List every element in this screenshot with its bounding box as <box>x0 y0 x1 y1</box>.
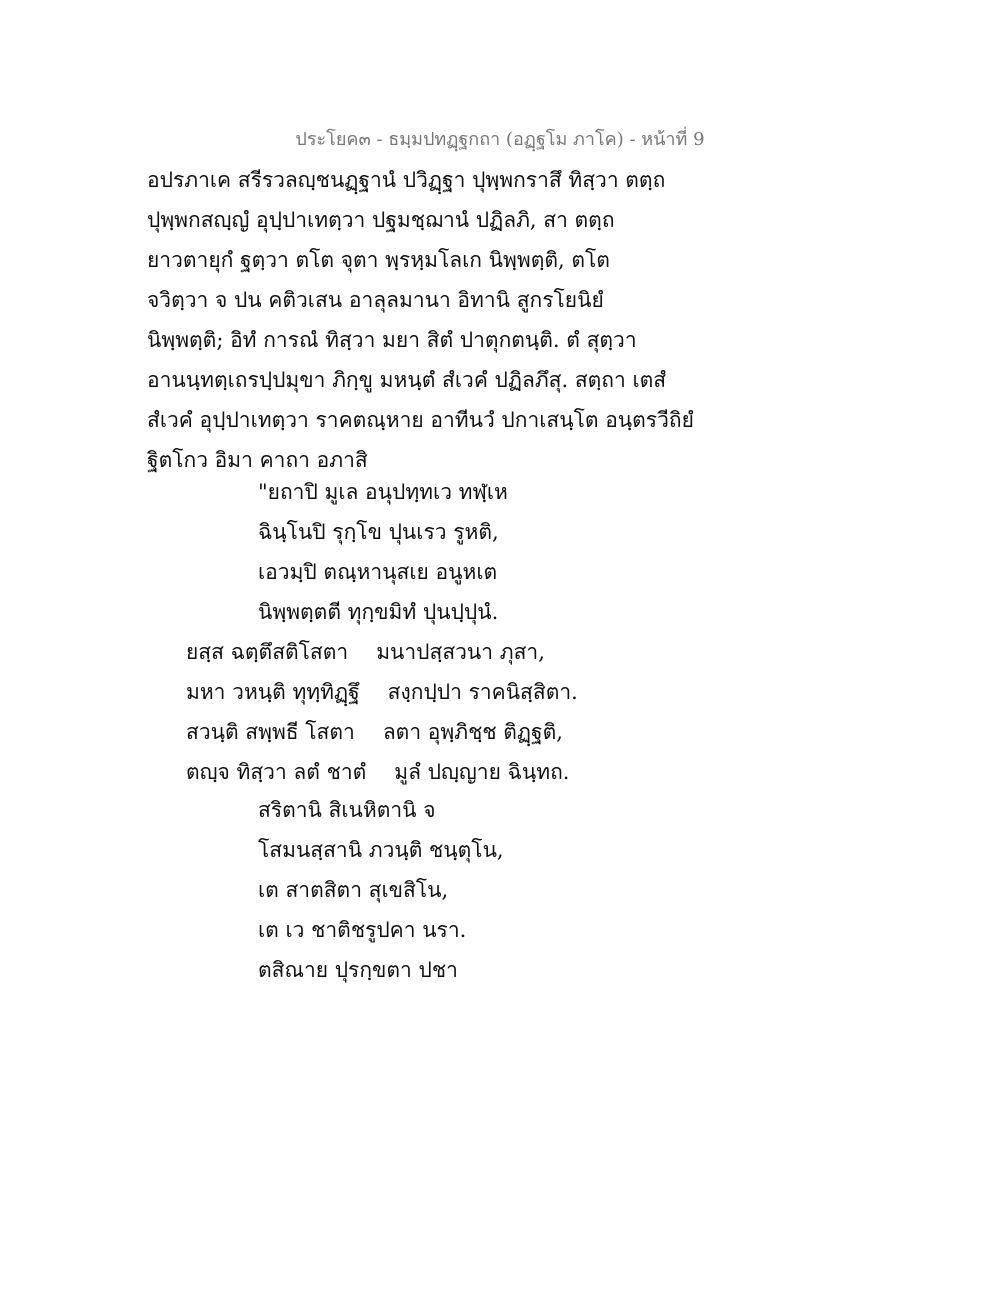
verse-line: ฉินฺโนปิ รุกฺโข ปุนเรว รูหติ, <box>258 520 499 544</box>
prose-line: สํเวคํ อุปฺปาเทตฺวา ราคตณฺหาย อาทีนวํ ปกาเสนฺโต อนฺตรวีถิยํ <box>147 408 694 432</box>
verse-stanza-2 <box>0 632 1000 792</box>
verse-line <box>0 632 1000 672</box>
verse-half-line: ยสฺส ฉตฺตึสติโสตา <box>186 640 349 664</box>
verse-line: เต เว ชาติชรูปคา นรา. <box>258 918 467 942</box>
page-header-text: ประโยค๓ - ธมฺมปทฏฺฐกถา (อฏฺฐโม ภาโค) - หน้าที่ 9 <box>295 129 705 150</box>
prose-line: อปรภาเค สรีรวลญฺชนฏฺฐานํ ปวิฏฺฐา ปุพฺพกราสึ ทิสฺวา ตตฺถ <box>147 168 666 192</box>
verse-line: สริตานิ สิเนหิตานิ จ <box>258 798 436 822</box>
verse-line: "ยถาปิ มูเล อนุปทฺทเว ทฬฺเห <box>258 480 508 504</box>
verse-stanza-1 <box>0 472 1000 632</box>
verse-half-line: ตญฺจ ทิสฺวา ลตํ ชาตํ <box>186 760 367 784</box>
verse-line: เอวมฺปิ ตณฺหานุสเย อนูหเต <box>258 560 498 584</box>
verse-line <box>0 752 1000 792</box>
verse-half-line: ลตา อุพฺภิชฺช ติฏฺฐติ, <box>382 720 563 744</box>
prose-line: ยาวตายุกํ ฐตฺวา ตโต จุตา พฺรหฺมโลเก นิพฺพตฺติ, ตโต <box>147 248 610 272</box>
verse-line: ตสิณาย ปุรกฺขตา ปชา <box>258 958 458 982</box>
verse-stanza-3 <box>0 790 1000 990</box>
verse-half-line: สงฺกปฺปา ราคนิสฺสิตา. <box>387 680 578 704</box>
prose-line: จวิตฺวา จ ปน คติวเสน อาลุลมานา อิทานิ สูกรโยนิยํ <box>147 288 604 312</box>
verse-half-line: สวนฺติ สพฺพธี โสตา <box>186 720 355 744</box>
prose-line: นิพฺพตฺติ; อิทํ การณํ ทิสฺวา มยา สิตํ ปาตุกตนฺติ. ตํ สุตฺวา <box>147 328 637 352</box>
prose-line: ฐิตโกว อิมา คาถา อภาสิ <box>147 448 368 472</box>
verse-line: โสมนสฺสานิ ภวนฺติ ชนฺตุโน, <box>258 838 504 862</box>
prose-paragraph <box>147 160 847 480</box>
verse-half-line: มหา วหนฺติ ทุทฺทิฏฺฐึ <box>186 680 360 704</box>
verse-line: นิพฺพตฺตตี ทุกฺขมิทํ ปุนปฺปุนํ. <box>258 600 499 624</box>
verse-line <box>0 672 1000 712</box>
page-header <box>0 124 1000 153</box>
verse-half-line: มนาปสฺสวนา ภุสา, <box>376 640 545 664</box>
verse-half-line: มูลํ ปญฺญาย ฉินฺทถ. <box>394 760 570 784</box>
verse-line: เต สาตสิตา สุเขสิโน, <box>258 878 449 902</box>
prose-line: อานนฺทตฺเถรปฺปมุขา ภิกฺขู มหนฺตํ สํเวคํ ปฏิลภึสุ. สตฺถา เตสํ <box>147 368 667 392</box>
verse-line <box>0 712 1000 752</box>
prose-line: ปุพฺพกสญฺญํ อุปฺปาเทตฺวา ปฐมชฺฌานํ ปฏิลภิ, สา ตตฺถ <box>147 208 615 232</box>
